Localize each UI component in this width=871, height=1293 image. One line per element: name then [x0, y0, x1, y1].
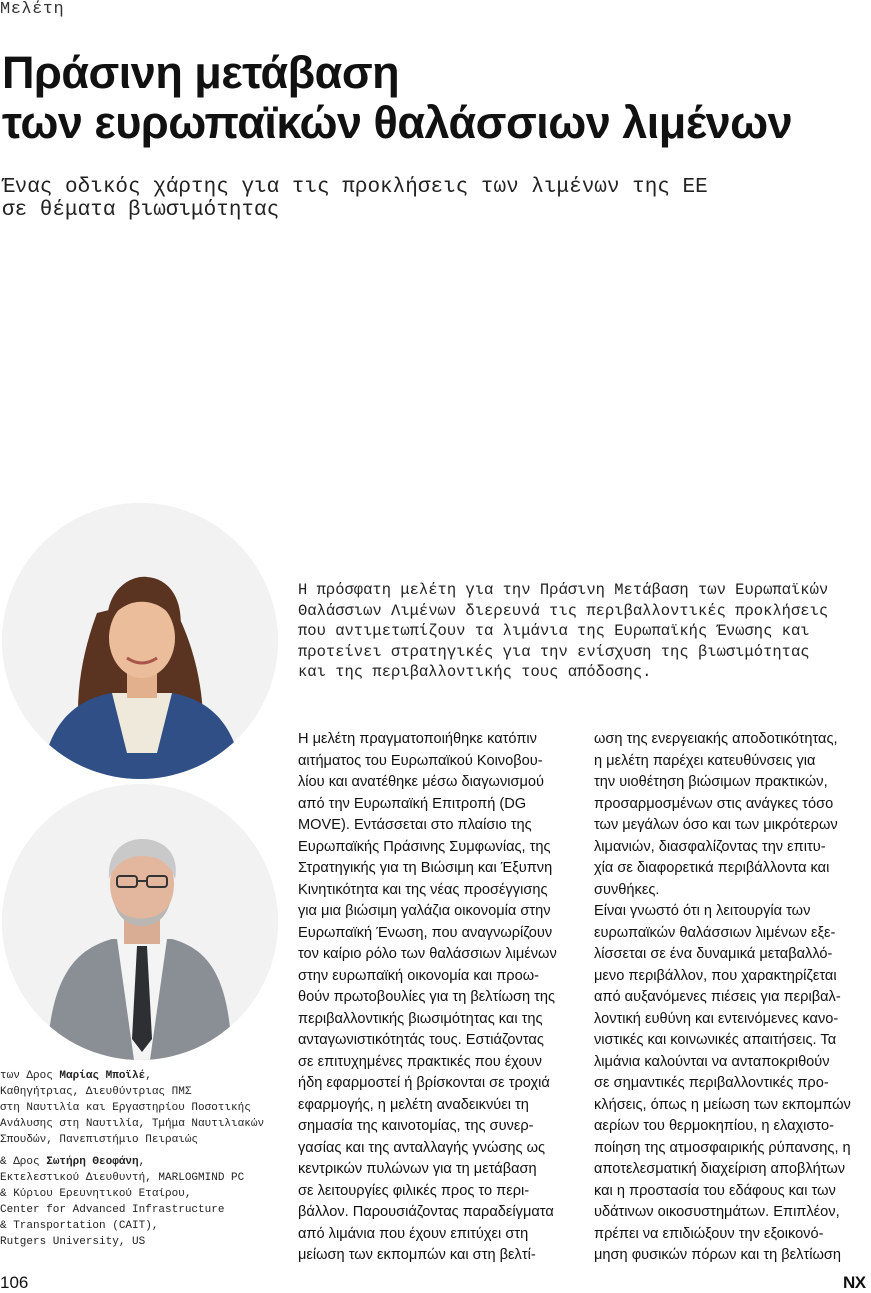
body-line: γασίας και της ανταλλαγής γνώσης ως [298, 1139, 545, 1156]
body-line: τον καίριο ρόλο των θαλάσσιων λιμένων [298, 946, 557, 962]
body-line: αερίων του θερμοκηπίου, η ελαχιστο- [594, 1118, 834, 1134]
body-line: σε λειτουργίες φιλικές προς το περι- [298, 1182, 530, 1199]
author-2-line: Rutgers University, US [0, 1236, 146, 1248]
body-line: από λιμάνια που έχουν επιτύχει στη [298, 1225, 529, 1242]
author-prefix: των Δρος [0, 1070, 60, 1082]
article-title [2, 48, 871, 148]
body-line: Ευρωπαϊκής Πράσινης Συμφωνίας, της [298, 838, 551, 855]
body-line: ευρωπαϊκών θαλάσσιων λιμένων εξε- [594, 924, 836, 941]
body-line: η μελέτη παρέχει κατευθύνσεις για [594, 752, 816, 769]
author-1-heading [0, 1068, 290, 1084]
portrait-woman-image [2, 503, 278, 779]
body-line: μηση φυσικών πόρων και τη βελτίωση [594, 1247, 842, 1263]
body-line: σημασία της καινοτομίας, της συνερ- [298, 1118, 534, 1134]
author-2-line: Εκτελεστικού Διευθυντή, MARLOGMIND PC [0, 1172, 245, 1184]
body-line: λοντική ευθύνη και εντεινόμενες κανο- [594, 1010, 839, 1027]
lead-line: και της περιβαλλοντικής τους απόδοσης. [298, 663, 652, 681]
body-line: από αυξανόμενες πιέσεις για περιβαλ- [594, 989, 841, 1005]
lead-paragraph [298, 580, 870, 683]
author-1-line: στη Ναυτιλία και Εργαστηρίου Ποσοτικής [0, 1102, 251, 1114]
author-name: Μαρίας Μποϊλέ [59, 1070, 146, 1082]
body-line: βάλλον. Παρουσιάζοντας παραδείγματα [298, 1204, 554, 1220]
body-line: ποίηση της ατμοσφαιρικής ρύπανσης, η [594, 1139, 851, 1156]
body-line: λίσσεται σε ένα δυναμικά μεταβαλλό- [594, 946, 833, 962]
body-line: στην ευρωπαϊκή οικονομία και προω- [298, 967, 539, 984]
subtitle-line: σε θέματα βιωσιμότητας [2, 199, 280, 222]
section-label: Μελέτη [0, 0, 65, 19]
body-line: λίου και ανατέθηκε μέσω διαγωνισμού [298, 774, 544, 790]
body-line: ανταγωνιστικότητάς τους. Εστιάζοντας [298, 1032, 544, 1048]
title-line: Πράσινη μετάβαση [2, 47, 400, 98]
body-line: μείωση των εκπομπών και στη βελτί- [298, 1247, 536, 1263]
body-line: ωση της ενεργειακής αποδοτικότητας, [594, 731, 838, 747]
author-credits [0, 1068, 290, 1250]
body-line: κεντρικών πυλώνων για τη μετάβαση [298, 1161, 537, 1177]
lead-line: Η πρόσφατη μελέτη για την Πράσινη Μετάβαση των Ευρωπαϊκών [298, 581, 829, 599]
body-line: υδάτινων οικοσυστημάτων. Επιπλέον, [594, 1204, 840, 1220]
author-suffix: , [138, 1156, 146, 1168]
author-1-line: Ανάλυσης στη Ναυτιλία, Τμήμα Ναυτιλιακών [0, 1118, 265, 1130]
author-2-line: & Κύριου Ερευνητικού Εταίρου, [0, 1188, 192, 1200]
body-line: των μεγάλων όσο και των μικρότερων [594, 817, 838, 833]
body-line: προσαρμοσμένων στις ανάγκες τόσο [594, 795, 834, 812]
article-subtitle [2, 176, 862, 222]
body-line: χία σε διαφορετικά περιβάλλοντα και [594, 860, 830, 876]
body-line: την υιοθέτηση βιώσιμων πρακτικών, [594, 774, 828, 790]
body-line: συνθήκες. [594, 881, 660, 898]
lead-line: που αντιμετωπίζουν τα λιμάνια της Ευρωπαϊκής Ένωσης και [298, 622, 810, 640]
portrait-man-image [2, 784, 278, 1060]
author-photo-sotiris [2, 784, 278, 1060]
author-2-line: Center for Advanced Infrastructure [0, 1204, 225, 1216]
body-line: και η προστασία του εδάφους και των [594, 1182, 836, 1199]
body-line: νιστικές και κοινωνικές απαιτήσεις. Τα [594, 1032, 837, 1048]
author-2-line: & Transportation (CAIT), [0, 1220, 159, 1232]
body-line: θούν πρωτοβουλίες για τη βελτίωση της [298, 989, 556, 1005]
page-number: 106 [0, 1273, 29, 1292]
body-column-2 [594, 729, 870, 1267]
body-line: από την Ευρωπαϊκή Επιτροπή (DG [298, 795, 527, 812]
author-2-heading [0, 1154, 290, 1170]
body-line: λιμανιών, διασφαλίζοντας την επιτυ- [594, 838, 826, 855]
author-name: Σωτήρη Θεοφάνη [46, 1156, 139, 1168]
body-line: MOVE). Εντάσσεται στο πλαίσιο της [298, 817, 532, 833]
body-line: κλήσεις, όπως η μείωση των εκπομπών [594, 1096, 851, 1113]
body-line: μενο περιβάλλον, που χαρακτηρίζεται [594, 967, 837, 984]
lead-line: Θαλάσσιων Λιμένων διερευνά τις περιβαλλοντικές προκλήσεις [298, 601, 829, 620]
body-line: αποτελεσματική διαχείριση αποβλήτων [594, 1161, 846, 1177]
body-line: Είναι γνωστό ότι η λειτουργία των [594, 903, 811, 919]
body-line: σε επιτυχημένες πρακτικές που έχουν [298, 1053, 542, 1070]
body-line: Στρατηγικής για τη Βιώσιμη και Έξυπνη [298, 860, 553, 876]
author-suffix: , [145, 1070, 152, 1082]
body-column-1 [298, 729, 574, 1267]
body-line: σε σημαντικές περιβαλλοντικές προ- [594, 1075, 829, 1091]
title-line: των ευρωπαϊκών θαλάσσιων λιμένων [2, 97, 793, 148]
body-line: ήδη εφαρμοστεί ή βρίσκονται σε τροχιά [298, 1075, 550, 1091]
body-line: Η μελέτη πραγματοποιήθηκε κατόπιν [298, 731, 537, 747]
body-line: Ευρωπαϊκή Ένωση, που αναγνωρίζουν [298, 924, 553, 941]
body-line: αιτήματος του Ευρωπαϊκού Κοινοβου- [298, 752, 543, 769]
subtitle-line: Ένας οδικός χάρτης για τις προκλήσεις των λιμένων της ΕΕ [2, 176, 708, 199]
body-line: πρέπει να επιδιώξουν την εξοικονό- [594, 1225, 824, 1242]
author-1-line: Σπουδών, Πανεπιστήμιο Πειραιώς [0, 1134, 199, 1146]
body-line: εφαρμογής, η μελέτη αναδεικνύει τη [298, 1096, 529, 1113]
author-1-line: Καθηγήτριας, Διευθύντριας ΠΜΣ [0, 1086, 192, 1098]
body-line: λιμάνια καλούνται να ανταποκριθούν [594, 1053, 830, 1070]
body-line: για μια βιώσιμη γαλάζια οικονομία στην [298, 903, 551, 919]
author-photo-maria [2, 503, 278, 779]
author-prefix: & Δρος [0, 1156, 47, 1168]
lead-line: προτείνει στρατηγικές για την ενίσχυση της βιωσιμότητας [298, 642, 810, 661]
body-line: περιβαλλοντικής βιωσιμότητας και της [298, 1010, 543, 1027]
body-line: Κινητικότητα και της νέας προσέγγισης [298, 881, 548, 898]
publication-logo: NX [843, 1273, 866, 1292]
